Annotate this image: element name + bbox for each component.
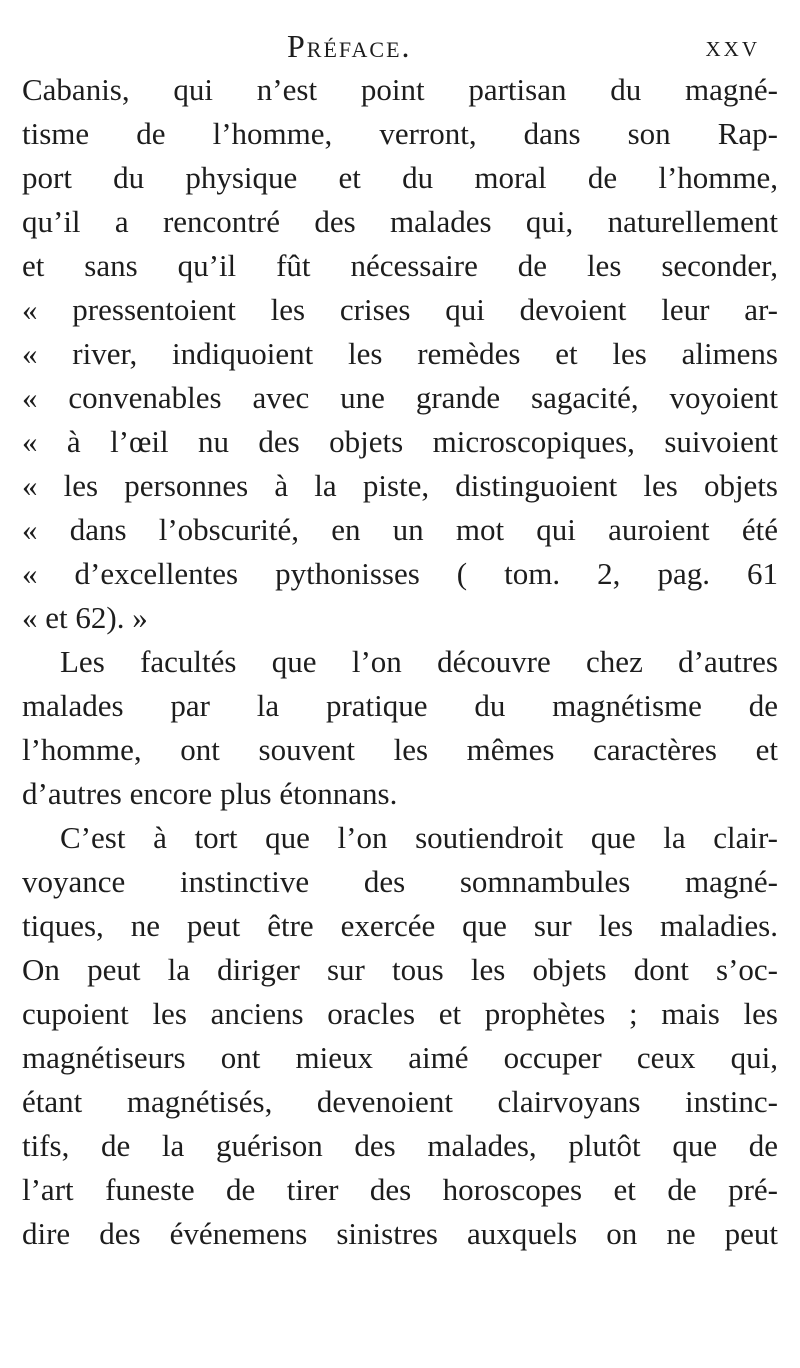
running-title: Préface. <box>287 28 412 64</box>
text-line: « river, indiquoient les remèdes et les alimens <box>22 336 778 371</box>
text-line: Cabanis, qui n’est point partisan du magné- <box>22 72 778 107</box>
text-line: l’homme, ont souvent les mêmes caractères et <box>22 732 778 767</box>
text-line: « et 62). » <box>22 600 148 635</box>
text-line: voyance instinctive des somnambules magné- <box>22 864 778 899</box>
running-head <box>0 28 800 68</box>
text-line: « à l’œil nu des objets microscopiques, suivoient <box>22 424 778 459</box>
text-line: tiques, ne peut être exercée que sur les maladies. <box>22 908 778 943</box>
text-line: « d’excellentes pythonisses ( tom. 2, pag. 61 <box>22 556 778 591</box>
text-line: magnétiseurs ont mieux aimé occuper ceux qui, <box>22 1040 778 1075</box>
page-number: xxv <box>705 30 760 63</box>
text-line: tisme de l’homme, verront, dans son Rap- <box>22 116 778 151</box>
text-line: « les personnes à la piste, distinguoient les objets <box>22 468 778 503</box>
text-line: On peut la diriger sur tous les objets dont s’oc- <box>22 952 778 987</box>
text-line: d’autres encore plus étonnans. <box>22 776 398 811</box>
text-line: étant magnétisés, devenoient clairvoyans instinc- <box>22 1084 778 1119</box>
text-line: port du physique et du moral de l’homme, <box>22 160 778 195</box>
text-line: « convenables avec une grande sagacité, voyoient <box>22 380 778 415</box>
text-line: et sans qu’il fût nécessaire de les seconder, <box>22 248 778 283</box>
text-line: l’art funeste de tirer des horoscopes et de pré- <box>22 1172 778 1207</box>
text-line: cupoient les anciens oracles et prophètes ; mais les <box>22 996 778 1031</box>
text-line: dire des événemens sinistres auxquels on ne peut <box>22 1216 778 1251</box>
text-line: Les facultés que l’on découvre chez d’autres <box>60 644 778 679</box>
text-line: malades par la pratique du magnétisme de <box>22 688 778 723</box>
text-line: « dans l’obscurité, en un mot qui auroient été <box>22 512 778 547</box>
text-line: C’est à tort que l’on soutiendroit que la clair- <box>60 820 778 855</box>
text-line: « pressentoient les crises qui devoient leur ar- <box>22 292 778 327</box>
text-line: qu’il a rencontré des malades qui, naturellement <box>22 204 778 239</box>
text-line: tifs, de la guérison des malades, plutôt que de <box>22 1128 778 1163</box>
